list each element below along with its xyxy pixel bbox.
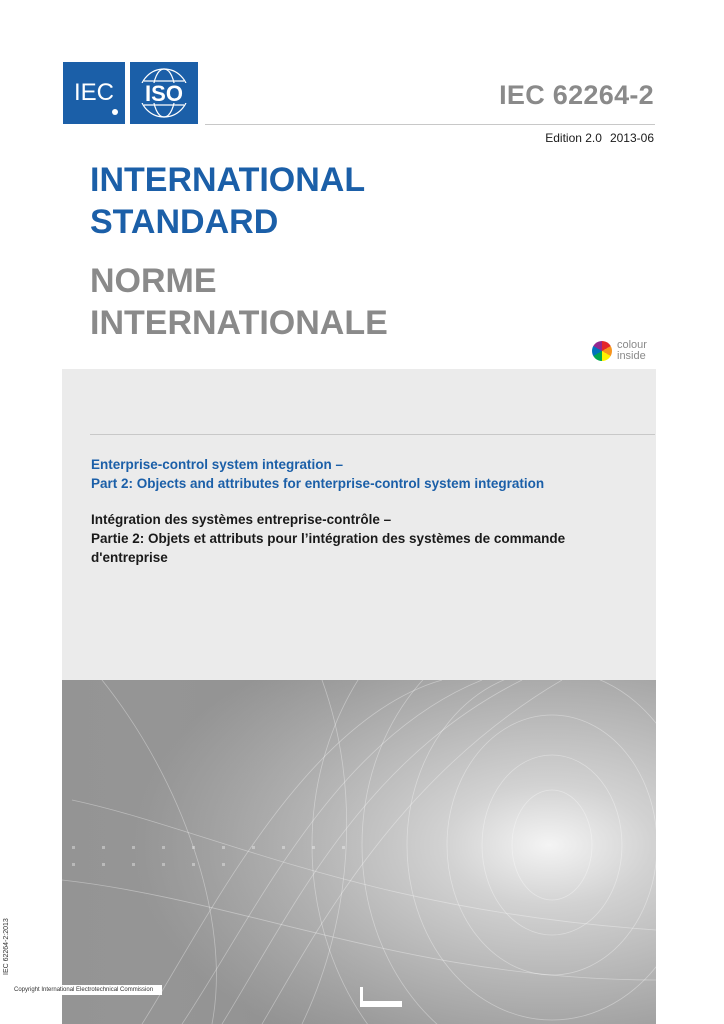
iec-logo-text: IEC: [73, 79, 115, 106]
colour-wheel-icon: [592, 341, 612, 361]
title-en-line1: INTERNATIONAL: [90, 161, 366, 199]
title-fr-line2: INTERNATIONALE: [90, 304, 388, 342]
iec-logo: [63, 62, 125, 124]
publication-date: 2013-06: [609, 131, 654, 145]
edition-label: Edition 2.0: [545, 131, 602, 145]
copyright-notice: Copyright International Electrotechnical Commission: [0, 985, 162, 995]
subtitle-fr-line3: d'entreprise: [91, 550, 168, 565]
badge-line2: inside: [617, 350, 646, 362]
header-divider: [205, 124, 655, 125]
title-fr-line1: NORME: [90, 262, 217, 300]
badge-line1: colour: [617, 339, 647, 351]
iso-logo-text: ISO: [145, 81, 183, 106]
cover-artwork: [62, 680, 656, 1024]
subtitle-fr-line1: Intégration des systèmes entreprise-contrôle –: [91, 512, 392, 527]
title-french: [90, 260, 388, 344]
panel-divider: [90, 434, 655, 435]
document-number: IEC 62264-2: [499, 80, 654, 110]
title-english: [90, 159, 365, 243]
iso-logo: [130, 62, 198, 124]
colour-inside-text: [617, 340, 647, 362]
corner-mark: [360, 987, 402, 1007]
subtitle-fr-line2: Partie 2: Objets et attributs pour l’intégration des systèmes de commande: [91, 531, 566, 546]
subtitle-english: [91, 455, 651, 493]
side-reference: IEC 62264-2:2013: [3, 918, 10, 975]
title-en-line2: STANDARD: [90, 203, 279, 241]
edition-info: [545, 131, 654, 145]
colour-inside-badge: [592, 340, 662, 366]
subtitle-french: [91, 510, 651, 567]
subtitle-en-line1: Enterprise-control system integration –: [91, 457, 344, 472]
subtitle-en-line2: Part 2: Objects and attributes for enterprise-control system integration: [91, 476, 545, 491]
